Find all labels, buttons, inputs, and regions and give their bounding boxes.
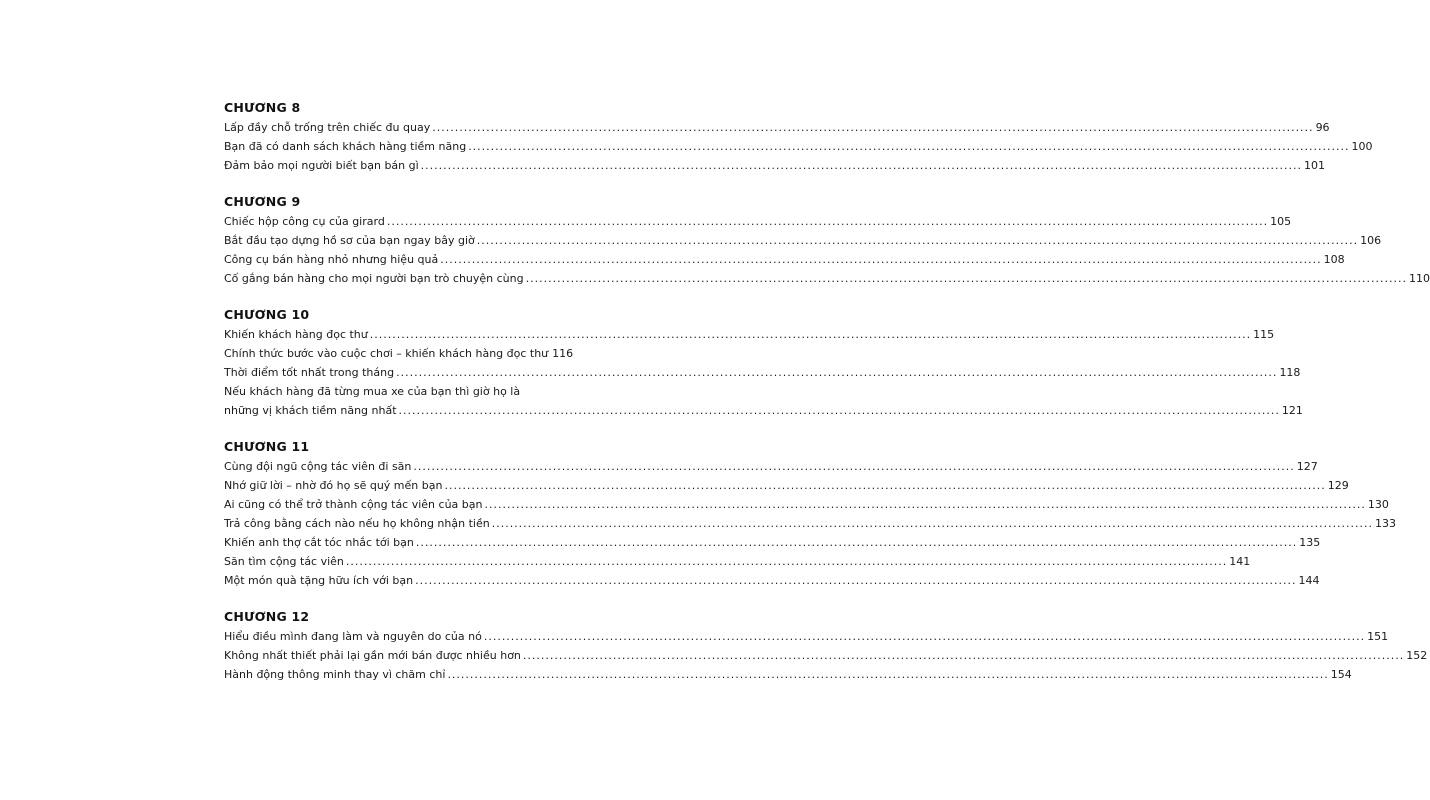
toc-entry[interactable] xyxy=(224,344,574,363)
toc-entry[interactable] xyxy=(224,665,1352,684)
entry-title: Khiến khách hàng đọc thư xyxy=(224,328,368,341)
chapter-title: CHƯƠNG 12 xyxy=(224,609,310,624)
page-number: 152 xyxy=(1406,649,1428,662)
entry-title: Nếu khách hàng đã từng mua xe của bạn thì giờ họ là xyxy=(224,385,521,398)
dot-leader xyxy=(415,571,1296,590)
toc-entry[interactable] xyxy=(224,212,1292,231)
dot-leader xyxy=(468,137,1349,156)
toc-entry[interactable] xyxy=(224,457,1318,476)
page-number: 110 xyxy=(1408,272,1430,285)
dot-leader xyxy=(432,118,1313,137)
toc-entry[interactable] xyxy=(224,552,1251,571)
dot-leader xyxy=(523,646,1404,665)
chapter-11 xyxy=(224,437,1397,590)
chapter-12 xyxy=(224,607,1428,684)
dot-leader xyxy=(396,363,1277,382)
dot-leader xyxy=(346,552,1227,571)
chapter-10 xyxy=(224,305,1303,420)
toc-entry[interactable] xyxy=(224,363,1301,382)
page-number: 127 xyxy=(1296,460,1318,473)
dot-leader xyxy=(447,665,1328,684)
toc-entry[interactable] xyxy=(224,571,1320,590)
chapter-9 xyxy=(224,192,1430,288)
toc-entry-continuation[interactable] xyxy=(224,401,1303,420)
page-number: 108 xyxy=(1323,253,1345,266)
entry-title: Chiếc hộp công cụ của girard xyxy=(224,215,385,228)
page-number: 151 xyxy=(1367,630,1389,643)
entry-title: Nhớ giữ lời – nhờ đó họ sẽ quý mến bạn xyxy=(224,479,443,492)
dot-leader xyxy=(444,476,1325,495)
page-number: 116 xyxy=(552,347,574,360)
toc-entry-first-line[interactable] xyxy=(224,382,568,401)
page-number: 154 xyxy=(1330,668,1352,681)
entry-title: Bắt đầu tạo dựng hồ sơ của bạn ngay bây giờ xyxy=(224,234,475,247)
toc-entry[interactable] xyxy=(224,269,1430,288)
chapter-title: CHƯƠNG 9 xyxy=(224,194,301,209)
page-number: 105 xyxy=(1270,215,1292,228)
entry-title: Trả công bằng cách nào nếu họ không nhận tiền xyxy=(224,517,490,530)
dot-leader xyxy=(477,231,1358,250)
dot-leader xyxy=(492,514,1373,533)
dot-leader xyxy=(399,401,1280,420)
page-number: 118 xyxy=(1279,366,1301,379)
toc-entry[interactable] xyxy=(224,118,1330,137)
page-number: 141 xyxy=(1229,555,1251,568)
page-number: 115 xyxy=(1253,328,1275,341)
entry-title: Thời điểm tốt nhất trong tháng xyxy=(224,366,395,379)
entry-title: Săn tìm cộng tác viên xyxy=(224,555,344,568)
entry-title: Bạn đã có danh sách khách hàng tiềm năng xyxy=(224,140,467,153)
entry-title: Hành động thông minh thay vì chăm chỉ xyxy=(224,668,446,681)
entry-title: Cùng đội ngũ cộng tác viên đi săn xyxy=(224,460,412,473)
entry-title: Khiến anh thợ cắt tóc nhắc tới bạn xyxy=(224,536,414,549)
page-number: 106 xyxy=(1360,234,1382,247)
toc-entry[interactable] xyxy=(224,137,1373,156)
chapter-title: CHƯƠNG 8 xyxy=(224,100,301,115)
table-of-contents xyxy=(224,98,1430,701)
toc-entry[interactable] xyxy=(224,514,1397,533)
entry-title: Chính thức bước vào cuộc chơi – khiến khách hàng đọc thư xyxy=(224,347,549,360)
dot-leader xyxy=(387,212,1268,231)
entry-title: Lấp đầy chỗ trống trên chiếc đu quay xyxy=(224,121,431,134)
toc-entry[interactable] xyxy=(224,250,1345,269)
chapter-title: CHƯƠNG 10 xyxy=(224,307,310,322)
toc-entry[interactable] xyxy=(224,231,1382,250)
entry-title: Hiểu điều mình đang làm và nguyên do của nó xyxy=(224,630,482,643)
page-number: 96 xyxy=(1315,121,1330,134)
toc-entry[interactable] xyxy=(224,533,1321,552)
dot-leader xyxy=(413,457,1294,476)
dot-leader xyxy=(370,325,1251,344)
toc-entry[interactable] xyxy=(224,495,1389,514)
toc-entry[interactable] xyxy=(224,476,1349,495)
page-number: 101 xyxy=(1304,159,1326,172)
entry-title: Không nhất thiết phải lại gần mới bán được nhiều hơn xyxy=(224,649,521,662)
page-number: 129 xyxy=(1327,479,1349,492)
page-number: 130 xyxy=(1367,498,1389,511)
dot-leader xyxy=(526,269,1407,288)
dot-leader xyxy=(421,156,1302,175)
entry-title: Công cụ bán hàng nhỏ nhưng hiệu quả xyxy=(224,253,439,266)
page-number: 121 xyxy=(1281,404,1303,417)
chapter-title: CHƯƠNG 11 xyxy=(224,439,310,454)
page-number: 133 xyxy=(1375,517,1397,530)
dot-leader xyxy=(484,627,1365,646)
toc-entry[interactable] xyxy=(224,627,1389,646)
entry-title-continuation: những vị khách tiềm năng nhất xyxy=(224,404,397,417)
dot-leader xyxy=(484,495,1365,514)
entry-title: Cố gắng bán hàng cho mọi người bạn trò chuyện cùng xyxy=(224,272,524,285)
dot-leader xyxy=(440,250,1321,269)
dot-leader xyxy=(416,533,1297,552)
entry-title: Ai cũng có thể trở thành cộng tác viên của bạn xyxy=(224,498,483,511)
toc-entry[interactable] xyxy=(224,646,1428,665)
toc-entry[interactable] xyxy=(224,325,1275,344)
chapter-8 xyxy=(224,98,1373,175)
entry-title: Đảm bảo mọi người biết bạn bán gì xyxy=(224,159,419,172)
entry-title: Một món quà tặng hữu ích với bạn xyxy=(224,574,414,587)
page-number: 144 xyxy=(1298,574,1320,587)
toc-entry[interactable] xyxy=(224,156,1326,175)
page-number: 100 xyxy=(1351,140,1373,153)
page-number: 135 xyxy=(1299,536,1321,549)
